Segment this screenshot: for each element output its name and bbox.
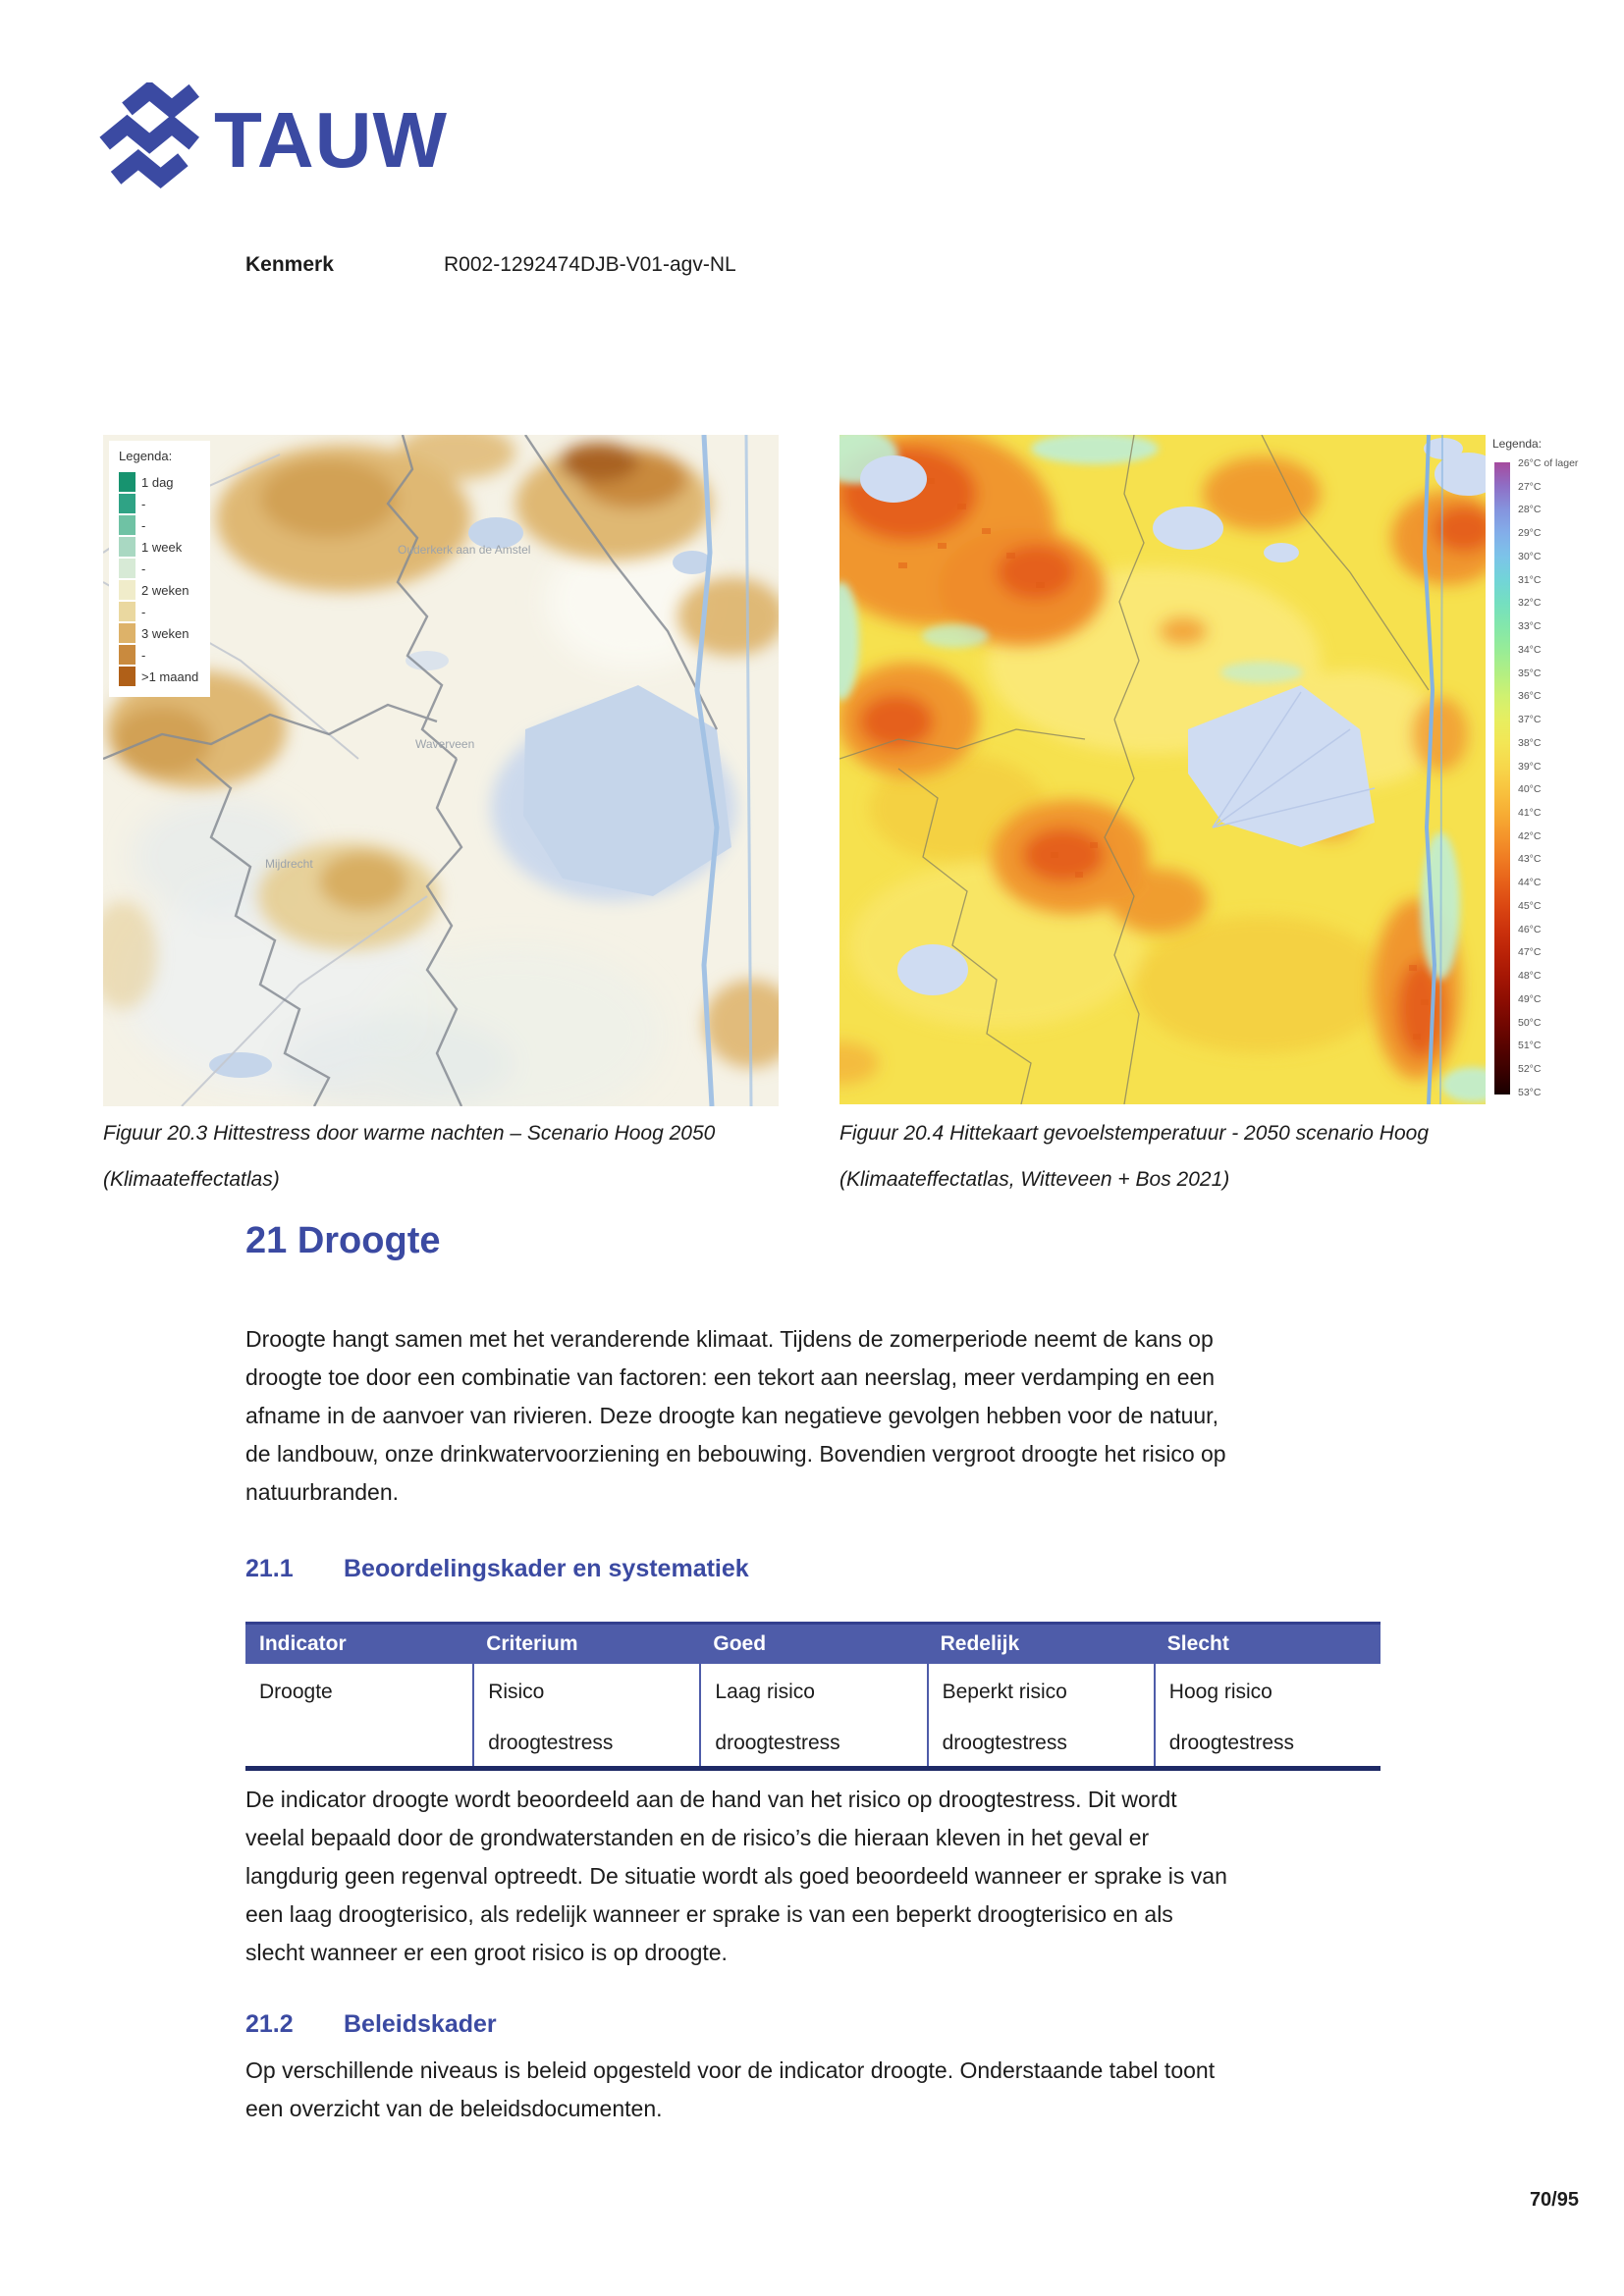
temperature-tick-label: 30°C — [1518, 550, 1542, 562]
temperature-tick-label: 53°C — [1518, 1086, 1542, 1098]
temperature-tick-label: 27°C — [1518, 480, 1542, 493]
section-21-1-number: 21.1 — [245, 1555, 294, 1582]
section-21-2-number: 21.2 — [245, 2010, 294, 2038]
table-cell: Beperkt risico droogtestress — [927, 1664, 1154, 1766]
temperature-tick-label: 45°C — [1518, 899, 1542, 912]
legend-swatch — [119, 559, 135, 578]
legend-swatch — [119, 472, 135, 492]
chapter-intro-paragraph: Droogte hangt samen met het veranderende klimaat. Tijdens de zomerperiode neemt de kans op droogte toe door een combinatie van factoren: een tekort aan neerslag, meer verdamping en een afname in de aanvoer van rivieren. Deze droogte kan negatieve gevolgen hebben voor de natuur, de landbouw, onze drinkwatervoorziening en bebouwing. Bovendien vergroot droogte het risico op natuurbranden. — [245, 1326, 1226, 1505]
table-header-cell: Indicator — [259, 1632, 347, 1655]
temperature-tick-label: 35°C — [1518, 667, 1542, 679]
legend-label: - — [141, 561, 146, 576]
legend-item — [119, 536, 198, 558]
temperature-tick-label: 50°C — [1518, 1016, 1542, 1029]
temperature-tick-label: 34°C — [1518, 643, 1542, 656]
temperature-tick-label: 29°C — [1518, 527, 1542, 540]
temperature-legend-labels — [1518, 458, 1578, 1098]
table-cell: Droogte — [259, 1681, 333, 1703]
temperature-tick-label: 46°C — [1518, 923, 1542, 935]
kenmerk-value: R002-1292474DJB-V01-agv-NL — [444, 253, 736, 276]
legend-label: - — [141, 604, 146, 619]
legend-item — [119, 622, 198, 644]
temperature-tick-label: 37°C — [1518, 714, 1542, 726]
after-table-paragraph: De indicator droogte wordt beoordeeld aan de hand van het risico op droogtestress. Dit wordt veelal bepaald door de grondwaterstanden en de risico’s die hieraan kleven in het geval er langdurig geen regenval optreedt. De situatie wordt als goed beoordeeld wanneer er sprake is van een laag droogterisico, als redelijk wanneer er sprake is van een beperkt droogterisico en als slecht wanneer er een groot risico is op droogte. — [245, 1787, 1227, 1965]
table-header-cell: Goed — [713, 1632, 767, 1655]
legend-label: 3 weken — [141, 625, 189, 641]
temperature-legend-title: Legenda: — [1492, 437, 1543, 451]
legend-swatch — [119, 580, 135, 600]
tauw-logo-wordmark: TAUW — [214, 96, 448, 184]
figure-20-3-map — [103, 435, 779, 1106]
temperature-tick-label: 51°C — [1518, 1040, 1542, 1052]
figure-20-4-caption-source: (Klimaateffectatlas, Witteveen + Bos 2021) — [839, 1168, 1230, 1191]
temperature-tick-label: 44°C — [1518, 877, 1542, 889]
figure-20-4-caption: Figuur 20.4 Hittekaart gevoelstemperatuur - 2050 scenario Hoog — [839, 1122, 1429, 1145]
temperature-tick-label: 32°C — [1518, 597, 1542, 610]
legend-item — [119, 644, 198, 666]
legend-label: - — [141, 647, 146, 663]
legend-item — [119, 493, 198, 514]
legend-label: 2 weken — [141, 582, 189, 598]
assessment-table-header-row — [245, 1622, 1380, 1664]
section-21-2-title: Beleidskader — [344, 2010, 497, 2038]
tauw-logo-waves-icon — [96, 82, 219, 198]
legend-item — [119, 601, 198, 622]
legend-item — [119, 471, 198, 493]
legend-swatch — [119, 494, 135, 513]
temperature-tick-label: 39°C — [1518, 760, 1542, 773]
table-cell: Risico droogtestress — [472, 1664, 699, 1766]
temperature-tick-label: 38°C — [1518, 736, 1542, 749]
figure-20-3-caption: Figuur 20.3 Hittestress door warme nachten – Scenario Hoog 2050 — [103, 1122, 716, 1145]
legend-swatch — [119, 667, 135, 686]
legend-item — [119, 558, 198, 579]
temperature-tick-label: 47°C — [1518, 946, 1542, 959]
legend-item — [119, 514, 198, 536]
map-place-label: Ouderkerk aan de Amstel — [398, 543, 531, 557]
temperature-tick-label: 26°C of lager — [1518, 457, 1579, 469]
chapter-title: 21 Droogte — [245, 1220, 441, 1261]
map-place-label: Mijdrecht — [265, 857, 313, 871]
temperature-tick-label: 49°C — [1518, 992, 1542, 1005]
table-header-cell: Slecht — [1166, 1632, 1229, 1655]
kenmerk-label: Kenmerk — [245, 253, 334, 276]
legend-item — [119, 666, 198, 687]
legend-swatch — [119, 602, 135, 621]
temperature-tick-label: 41°C — [1518, 807, 1542, 820]
assessment-table-body-row — [245, 1664, 1380, 1771]
section-21-2-paragraph: Op verschillende niveaus is beleid opgesteld voor de indicator droogte. Onderstaande tabel toont een overzicht van de beleidsdocumenten. — [245, 2057, 1216, 2121]
legend-label: - — [141, 496, 146, 511]
table-cell: Laag risico droogtestress — [699, 1664, 926, 1766]
temperature-legend — [1492, 437, 1622, 1104]
temperature-tick-label: 31°C — [1518, 573, 1542, 586]
temperature-gradient-bar — [1494, 462, 1510, 1095]
figure-20-3-caption-source: (Klimaateffectatlas) — [103, 1168, 280, 1191]
table-header-cell: Redelijk — [940, 1632, 1020, 1655]
table-cell: Hoog risico droogtestress — [1154, 1664, 1380, 1766]
legend-swatch — [119, 623, 135, 643]
table-header-cell: Criterium — [486, 1632, 578, 1655]
left-map-legend — [109, 441, 210, 697]
legend-label: >1 maand — [141, 668, 199, 684]
legend-swatch — [119, 645, 135, 665]
legend-label: 1 week — [141, 539, 183, 555]
temperature-tick-label: 52°C — [1518, 1063, 1542, 1076]
map-place-label: Waverveen — [415, 737, 475, 751]
figure-20-4-map — [839, 435, 1486, 1104]
legend-swatch — [119, 537, 135, 557]
legend-label: 1 dag — [141, 474, 174, 490]
legend-swatch — [119, 515, 135, 535]
left-map-legend-title: Legenda: — [119, 449, 173, 463]
temperature-tick-label: 36°C — [1518, 690, 1542, 703]
temperature-tick-label: 33°C — [1518, 620, 1542, 633]
left-map-legend-items — [119, 471, 198, 687]
page-number: 70/95 — [1529, 2189, 1579, 2211]
temperature-tick-label: 40°C — [1518, 783, 1542, 796]
temperature-tick-label: 42°C — [1518, 829, 1542, 842]
temperature-tick-label: 28°C — [1518, 504, 1542, 516]
assessment-table — [245, 1622, 1380, 1771]
section-21-1-title: Beoordelingskader en systematiek — [344, 1555, 749, 1582]
legend-item — [119, 579, 198, 601]
legend-label: - — [141, 517, 146, 533]
temperature-tick-label: 48°C — [1518, 970, 1542, 983]
temperature-tick-label: 43°C — [1518, 853, 1542, 866]
